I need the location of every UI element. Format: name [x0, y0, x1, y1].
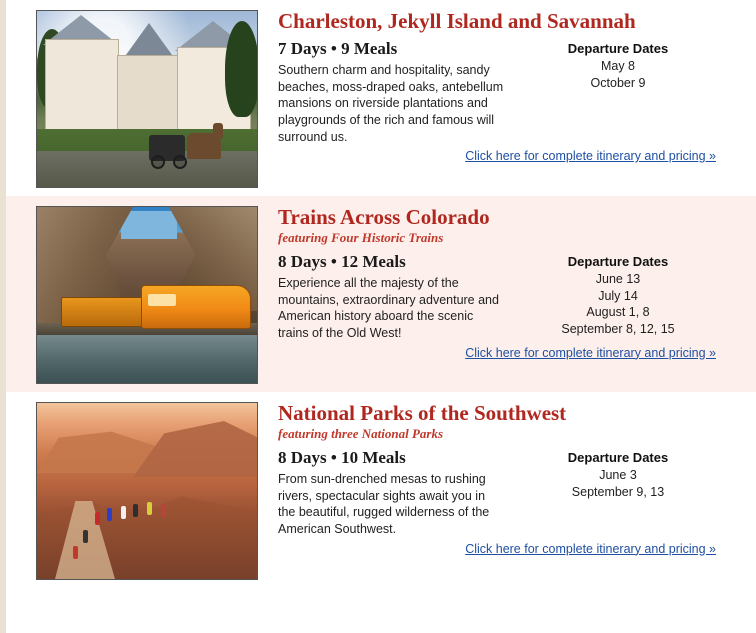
tour-description: Southern charm and hospitality, sandy beaches, moss-draped oaks, antebellum mansions on riverside plantations and playgrounds of the rich and famous will surround us.	[278, 63, 504, 144]
tour-title: Charleston, Jekyll Island and Savannah	[278, 9, 636, 33]
tour-days-meals: 7 Days • 9 Meals	[278, 39, 398, 59]
tour-description: From sun-drenched mesas to rushing rivers, spectacular sights await you in the beautiful, rugged wilderness of the American Southwest.	[278, 472, 490, 536]
departure-date: October 9	[590, 75, 646, 90]
tour-image-colorado-train	[36, 206, 258, 384]
itinerary-link[interactable]: Click here for complete itinerary and pricing »	[465, 541, 716, 556]
departure-date: August 1, 8	[586, 305, 650, 320]
departure-date: May 8	[600, 59, 636, 74]
tour-title: National Parks of the Southwest	[278, 401, 567, 425]
departure-heading: Departure Dates	[567, 41, 669, 57]
tour-content	[258, 8, 720, 167]
tour-card	[6, 196, 756, 392]
tour-thumbnail-wrap	[36, 400, 258, 580]
departure-date: June 13	[595, 272, 641, 287]
cta-row	[278, 145, 720, 167]
departure-block	[516, 252, 720, 338]
cta-row	[278, 342, 720, 364]
departure-date: September 8, 12, 15	[561, 321, 675, 336]
tour-image-grand-canyon	[36, 402, 258, 580]
tour-details	[278, 252, 516, 342]
tour-image-jekyll-island	[36, 10, 258, 188]
tour-card	[6, 0, 756, 196]
tour-days-meals: 8 Days • 12 Meals	[278, 252, 406, 272]
tour-description: Experience all the majesty of the mountains, extraordinary adventure and American history aboard the scenic trains of the Old West!	[278, 276, 499, 340]
departure-heading: Departure Dates	[567, 254, 669, 270]
tour-subtitle: featuring Four Historic Trains	[278, 230, 444, 246]
departure-date: June 3	[599, 468, 637, 483]
itinerary-link[interactable]: Click here for complete itinerary and pricing »	[465, 149, 716, 164]
cta-row	[278, 538, 720, 560]
tour-thumbnail-wrap	[36, 204, 258, 384]
tour-details	[278, 448, 516, 538]
itinerary-link[interactable]: Click here for complete itinerary and pricing »	[465, 345, 716, 360]
tour-details	[278, 39, 516, 145]
departure-date: July 14	[598, 288, 638, 303]
departure-block	[516, 39, 720, 91]
departure-heading: Departure Dates	[567, 450, 669, 466]
tour-thumbnail-wrap	[36, 8, 258, 188]
tour-content	[258, 400, 720, 560]
tour-days-meals: 8 Days • 10 Meals	[278, 448, 406, 468]
tour-card	[6, 392, 756, 588]
tour-subtitle: featuring three National Parks	[278, 426, 444, 442]
tour-content	[258, 204, 720, 364]
departure-block	[516, 448, 720, 500]
tour-title: Trains Across Colorado	[278, 205, 490, 229]
departure-date: September 9, 13	[571, 484, 665, 499]
